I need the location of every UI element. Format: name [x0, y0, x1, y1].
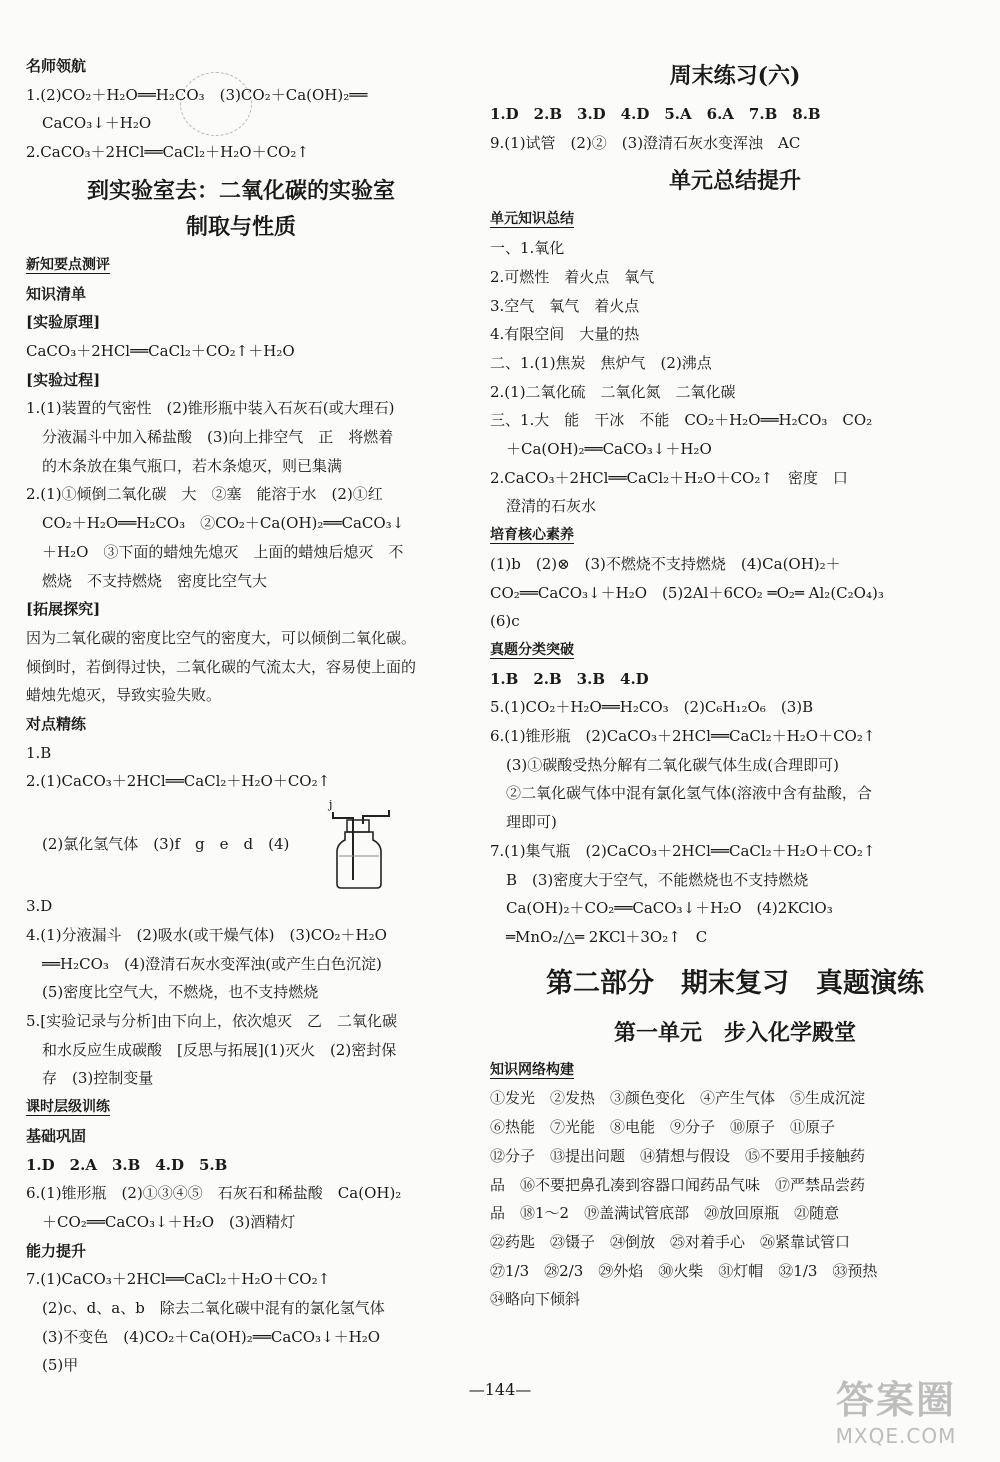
answer-line: 2.(1)CaCO₃＋2HCl══CaCl₂＋H₂O＋CO₂↑ — [26, 772, 331, 791]
teacher-heading: 名师领航 — [26, 57, 87, 75]
answer-line: 2.(1)二氧化硫 二氧化氮 二氧化碳 — [490, 382, 736, 401]
answer-line: 5.(1)CO₂＋H₂O══H₂CO₃ (2)C₆H₁₂O₆ (3)B — [490, 698, 814, 717]
answer-line: 品 ⑯不要把鼻孔凑到容器口闻药品气味 ⑰严禁品尝药 — [490, 1175, 866, 1194]
bottle-label-j: j — [329, 798, 333, 812]
answer-line: B (3)密度大于空气，不能燃烧也不支持燃烧 — [506, 870, 809, 889]
answer-line: 1.(1)装置的气密性 (2)锥形瓶中装入石灰石(或大理石) — [26, 399, 395, 418]
practice-heading: 对点精练 — [26, 715, 87, 734]
answer-line: (2)氯化氢气体 (3)f g e d (4) — [42, 834, 290, 853]
answer-line: 因为二氧化碳的密度比空气的密度大，可以倾倒二氧化碳。 — [26, 628, 417, 647]
answer-line: 5.[实验记录与分析]由下向上，依次熄灭 乙 二氧化碳 — [26, 1011, 398, 1030]
basic-heading: 基础巩固 — [26, 1126, 87, 1145]
answer-line: 4.(1)分液漏斗 (2)吸水(或干燥气体) (3)CO₂＋H₂O — [26, 925, 387, 944]
left-column — [26, 52, 456, 1380]
section-unit-summary: 单元知识总结 — [490, 211, 574, 228]
gas-bottle-diagram — [319, 796, 399, 892]
right-column — [490, 52, 980, 1314]
chapter-title-line2: 制取与性质 — [185, 213, 296, 240]
answer-line: 1.B 2.B 3.B 4.D — [490, 669, 649, 688]
section-real-exam: 真题分类突破 — [490, 641, 574, 658]
answer-line: (3)①碳酸受热分解有二氧化碳气体生成(合理即可) — [506, 755, 839, 774]
answer-line: 1.D 2.B 3.D 4.D 5.A 6.A 7.B 8.B — [490, 105, 821, 123]
answer-line: 的木条放在集气瓶口，若木条熄灭，则已集满 — [42, 456, 343, 475]
answer-line: 3.空气 氧气 着火点 — [490, 296, 640, 315]
answer-line: 2.CaCO₃＋2HCl══CaCl₂＋H₂O＋CO₂↑ 密度 口 — [490, 468, 848, 487]
section-class-training: 课时层级训练 — [26, 1099, 110, 1116]
answer-line: ②二氧化碳气体中混有氯化氢气体(溶液中含有盐酸，合 — [506, 784, 872, 803]
answer-line: 一、1.氧化 — [490, 239, 565, 258]
answer-line: 1.B — [26, 743, 52, 762]
answer-line: ㉞略向下倾斜 — [490, 1290, 581, 1309]
answer-line: ＋H₂O ③下面的蜡烛先熄灭 上面的蜡烛后熄灭 不 — [42, 542, 404, 561]
answer-line: CO₂＋H₂O══H₂CO₃ ②CO₂＋Ca(OH)₂══CaCO₃↓ — [42, 514, 405, 533]
answer-line: 6.(1)锥形瓶 (2)①③④⑤ 石灰石和稀盐酸 Ca(OH)₂ — [26, 1184, 402, 1203]
page-number: —144— — [468, 1380, 532, 1399]
answer-line: 三、1.大 能 干冰 不能 CO₂＋H₂O══H₂CO₃ CO₂ — [490, 411, 873, 430]
answer-line: 7.(1)集气瓶 (2)CaCO₃＋2HCl══CaCl₂＋H₂O＋CO₂↑ — [490, 841, 876, 860]
section-new-knowledge: 新知要点测评 — [26, 256, 110, 273]
answer-line: 6.(1)锥形瓶 (2)CaCO₃＋2HCl══CaCl₂＋H₂O＋CO₂↑ — [490, 727, 876, 746]
exp-extend-heading: [拓展探究] — [26, 600, 101, 619]
answer-line: ⑫分子 ⑬提出问题 ⑭猜想与假设 ⑮不要用手接触药 — [490, 1146, 866, 1165]
answer-line: 1.(2)CO₂＋H₂O══H₂CO₃ (3)CO₂＋Ca(OH)₂══ — [26, 85, 368, 104]
answer-line: 品 ⑱1～2 ⑲盖满试管底部 ⑳放回原瓶 ㉑随意 — [490, 1204, 840, 1223]
part-two-title: 第二部分 期末复习 真题演练 — [546, 967, 924, 999]
answer-line: 存 (3)控制变量 — [42, 1069, 154, 1088]
section-core-literacy: 培育核心素养 — [490, 527, 574, 544]
answer-line: 4.有限空间 大量的热 — [490, 325, 640, 344]
answer-line: 3.D — [26, 897, 53, 916]
exp-process-heading: [实验过程] — [26, 370, 101, 389]
answer-line: (5)密度比空气大，不燃烧，也不支持燃烧 — [42, 983, 319, 1002]
answer-line: 分液漏斗中加入稀盐酸 (3)向上排空气 正 将燃着 — [42, 428, 394, 447]
answer-line: Ca(OH)₂＋CO₂══CaCO₃↓＋H₂O (4)2KClO₃ — [506, 899, 833, 918]
answer-line: 燃烧 不支持燃烧 密度比空气大 — [42, 571, 268, 590]
answer-line: ══H₂CO₃ (4)澄清石灰水变浑浊(或产生白色沉淀) — [42, 954, 382, 973]
bottle-row — [26, 796, 456, 892]
chapter-title — [26, 173, 456, 245]
answer-line: CaCO₃↓＋H₂O — [42, 114, 152, 133]
answer-line: (1)b (2)⊗ (3)不燃烧不支持燃烧 (4)Ca(OH)₂＋ — [490, 554, 841, 573]
answer-line: (6)c — [490, 612, 520, 631]
answer-line: ①发光 ②发热 ③颜色变化 ④产生气体 ⑤生成沉淀 — [490, 1089, 866, 1108]
answer-line: 2.CaCO₃＋2HCl══CaCl₂＋H₂O＋CO₂↑ — [26, 143, 309, 162]
answer-line: 澄清的石灰水 — [506, 497, 597, 516]
unit-one-title: 第一单元 步入化学殿堂 — [613, 1019, 856, 1046]
answer-line: 9.(1)试管 (2)② (3)澄清石灰水变浑浊 AC — [490, 133, 801, 152]
answer-line: ＋Ca(OH)₂══CaCO₃↓＋H₂O — [506, 440, 712, 459]
answer-line: ⑥热能 ⑦光能 ⑧电能 ⑨分子 ⑩原子 ⑪原子 — [490, 1118, 836, 1137]
watermark-top-text: 答案圈 — [835, 1378, 956, 1422]
knowledge-list-heading: 知识清单 — [26, 284, 87, 303]
weekend-title: 周末练习(六) — [669, 63, 801, 89]
exp-principle-heading: [实验原理] — [26, 313, 101, 332]
principle-equation: CaCO₃＋2HCl══CaCl₂＋CO₂↑＋H₂O — [26, 341, 295, 360]
answer-line: ═MnO₂/△═ 2KCl＋3O₂↑ C — [506, 927, 708, 946]
answer-line: 二、1.(1)焦炭 焦炉气 (2)沸点 — [490, 353, 712, 372]
answer-line: 7.(1)CaCO₃＋2HCl══CaCl₂＋H₂O＋CO₂↑ — [26, 1270, 331, 1289]
chapter-title-line1: 到实验室去：二氧化碳的实验室 — [86, 177, 395, 204]
answer-line: 蜡烛先熄灭，导致实验失败。 — [26, 686, 222, 705]
answer-line: ㉗1/3 ㉘2/3 ㉙外焰 ㉚火柴 ㉛灯帽 ㉜1/3 ㉝预热 — [490, 1261, 878, 1280]
answer-line: (3)不变色 (4)CO₂＋Ca(OH)₂══CaCO₃↓＋H₂O — [42, 1327, 381, 1346]
answer-line: 倾倒时，若倒得过快，二氧化碳的气流太大，容易使上面的 — [26, 657, 417, 676]
answer-line: 1.D 2.A 3.B 4.D 5.B — [26, 1155, 228, 1174]
answer-line: (5)甲 — [42, 1356, 79, 1375]
answer-line: ＋CO₂══CaCO₃↓＋H₂O (3)酒精灯 — [42, 1212, 296, 1231]
watermark-logo — [806, 1369, 986, 1448]
answer-line: 2.(1)①倾倒二氧化碳 大 ②塞 能溶于水 (2)①红 — [26, 485, 383, 504]
unit-summary-title: 单元总结提升 — [668, 168, 801, 195]
section-knowledge-network: 知识网络构建 — [490, 1061, 574, 1078]
answer-line: CO₂══CaCO₃↓＋H₂O (5)2Al＋6CO₂ ═O₂═ Al₂(C₂O₄)₃ — [490, 583, 884, 602]
answer-line: (2)c、d、a、b 除去二氧化碳中混有的氯化氢气体 — [42, 1299, 385, 1318]
answer-line: ㉒药匙 ㉓镊子 ㉔倒放 ㉕对着手心 ㉖紧靠试管口 — [490, 1232, 851, 1251]
answer-line: 2.可燃性 着火点 氧气 — [490, 267, 655, 286]
answer-line: 理即可) — [506, 813, 557, 832]
watermark-bottom-text: MXQE.COM — [835, 1424, 957, 1448]
answer-line: 和水反应生成碳酸 [反思与拓展](1)灭火 (2)密封保 — [42, 1040, 397, 1059]
ability-heading: 能力提升 — [26, 1241, 87, 1260]
